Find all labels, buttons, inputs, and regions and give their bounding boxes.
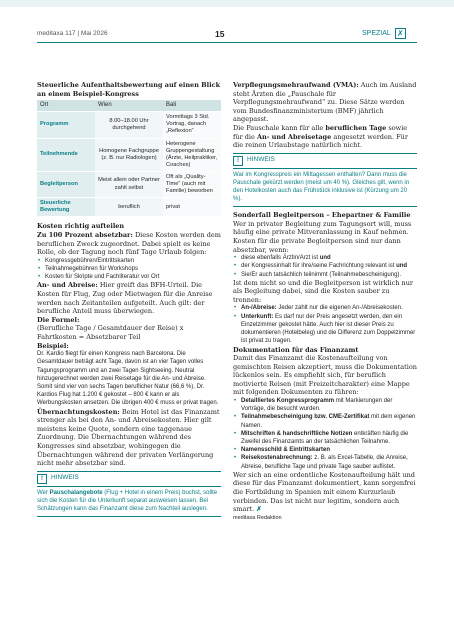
table-cell: beruflich: [95, 198, 163, 217]
heading-formula: Die Formel:: [37, 315, 80, 324]
list-item: [233, 430, 417, 446]
split-list: [233, 304, 417, 345]
item-text: mit Markierungen der Vorträge, die besucht wurden.: [241, 398, 393, 413]
paragraph-special: Wer in privater Begleitung zum Tagungsort will, muss häufig eine private Mitveranlassung in Kauf nehmen. Kosten für die private Begleitperson sind nur dann absetzbar, wenn:: [233, 219, 412, 254]
table-header-cell: Bali: [163, 100, 221, 112]
table-cell: Vormittags 3 Std. Vortrag, danach „Reflexion“: [163, 112, 221, 138]
end-x-icon: ✗: [256, 505, 262, 514]
hint-text: War im Kongresspreis ein Mittagessen enthalten? Dann muss die Pauschale gekürzt werden (meist um 40 %). Gleiches gilt, wenn in den Hotelkosten auch das Frühstück inklusive ist (Kürzung um 20 %).: [233, 171, 410, 203]
issue-label: meditaxa 117 | Mai 2026: [37, 30, 108, 37]
paragraph-docs: Damit das Finanzamt die Kostenaufteilung von gemischten Reisen akzeptiert, muss die Dokumentation lückenlos sein. Es empfiehlt sich, für beruflich motivierte Reisen (mit Freizeitcharakter) eine Mappe mit folgenden Dokumenten zu führen:: [233, 354, 417, 397]
lead-text: Zu 100 Prozent absetzbar:: [37, 231, 133, 239]
bold-text: beruflichen Tage: [325, 123, 387, 132]
row-label: Teilnehmende: [37, 138, 95, 171]
list-item: [233, 271, 417, 279]
lead-text: Verpflegungsmehraufwand (VMA):: [233, 81, 359, 89]
table-row: [37, 112, 221, 138]
body-text: angesetzt werden. Für die reinen Urlaubstage natürlich nicht.: [233, 132, 408, 150]
hint-lead: Pauschalangebote: [49, 489, 103, 496]
table-cell: Oft als „Quality-Time“ (auch mit Familie) beworben: [163, 171, 221, 197]
list-item: • Kosten für Skripte und Fachliteratur vor Ort: [37, 273, 221, 281]
right-column: [233, 81, 417, 522]
table-header-cell: Wien: [95, 100, 163, 112]
special-list: [233, 254, 417, 279]
paragraph-split: Ist dem nicht so und die Begleitperson ist wirklich nur als Begleitung dabei, sind die Kosten sauber zu trennen:: [233, 278, 413, 304]
x-box-icon: ✗: [395, 28, 406, 39]
item-lead: Detailliertes Kongressprogramm: [241, 398, 335, 405]
list-item: [233, 304, 417, 312]
item-text: mit dem eigenen Namen.: [241, 414, 416, 429]
hint-box-right: [233, 153, 417, 207]
left-column: [37, 81, 221, 521]
item-text: Sie/Er auch tatsächlich teilnimmt (Teilnahmebescheinigung).: [241, 271, 402, 278]
hint-header: [233, 156, 417, 169]
body-text: Die Pauschale kann für alle: [233, 123, 324, 132]
costs-list: [37, 257, 221, 282]
formula-text: (Berufliche Tage / Gesamtdauer der Reise) x Fahrtkosten = Absetzbarer Teil: [37, 324, 184, 341]
item-text: Es darf nur der Preis angesetzt werden, den ein Einzelzimmer gekostet hätte. Auch hier ist dieser Preis zu dokumentieren (Hotelbeleg) und die Differenz zum Doppelzimmer ist privat zu tragen.: [241, 313, 416, 345]
heading-costs: Kosten richtig aufteilen: [37, 222, 125, 231]
table-row: [37, 138, 221, 171]
heading-special: Sonderfall Begleitperson – Ehepartner & Familie: [233, 211, 411, 220]
body-text: Hier greift das BFH-Urteil. Die Kosten für Flug, Zug oder Mietwagen für die Anreise werden nach Zeitanteilen aufgeteilt. Auch gilt: der berufliche Anteil muss überwiegen.: [37, 281, 213, 316]
list-item: [233, 413, 417, 429]
hint-box-left: [37, 471, 221, 517]
hint-label: HINWEIS: [247, 156, 275, 164]
bold-text: An- und Abreisetage: [256, 132, 332, 141]
row-label: Begleitperson: [37, 171, 95, 197]
top-band: [0, 0, 454, 7]
table-title: Steuerliche Aufenthaltsbewertung auf einen Blick an einem Beispiel-Kongress: [37, 81, 221, 98]
lead-text: Übernachtungskosten:: [37, 407, 120, 416]
item-lead: Reisekostenabrechnung:: [241, 455, 313, 462]
item-text: der Kongressinhalt für ihre/seine Fachrichtung relevant ist: [241, 263, 395, 270]
hint-label: HINWEIS: [51, 474, 79, 482]
list-item: [233, 262, 417, 270]
header-rule: [37, 42, 417, 43]
item-lead: Namensschild & Eintrittskarten: [241, 447, 331, 454]
item-lead: Unterkunft:: [241, 313, 274, 320]
body-text: Beim Hotel ist das Finanzamt strenger als bei den An- und Abreisekosten. Hier gilt meistens keine Quote, sondern eine taggenaue Zuordnung. Die Übernachtungen während des Kongresses sind absetzbar, wohingegen die Übernachtungen während der privaten Verlängerung nicht mehr absetzbar sind.: [37, 407, 220, 468]
lead-text: An- und Abreise:: [37, 281, 98, 290]
signature: meditaxa Redaktion: [233, 514, 282, 521]
table-header-row: [37, 100, 221, 112]
example-text: Dr. Kardio fliegt für einen Kongress nach Barcelona. Die Gesamtdauer beträgt acht Tage, davon ist an vier Tagen volles Tagungsprogramm und an zwei Tagen Sightseeing. Neutral hinzugerechnet werden zwei Reisetage für die An- und Abreise. Somit sind vier von sechs Tagen beruflicher Natur (66,6 %). Dr. Kardios Flug hat 1.200 € gekostet – 800 € kann er als Werbungskosten ansetzen. Die übrigen 400 € muss er privat tragen.: [37, 351, 219, 407]
item-lead: Teilnahmebescheinigung bzw. CME-Zertifikat: [241, 414, 370, 421]
body-text: sowie für die: [233, 123, 408, 141]
table-cell: privat: [163, 198, 221, 217]
table-cell: Meist allein oder Partner zahlt selbst: [95, 171, 163, 197]
list-item: [233, 313, 417, 346]
paragraph-vma: [233, 81, 417, 124]
paragraph-stay: [37, 408, 221, 468]
item-text: Jeder zahlt nur die eigenen An-/Abreisekosten.: [278, 305, 403, 312]
table-row: [37, 171, 221, 197]
paragraph-travel: [37, 281, 221, 315]
paragraph-final: [233, 471, 417, 514]
item-lead: An-/Abreise:: [241, 305, 277, 312]
list-item: [233, 397, 417, 413]
table-row: [37, 198, 221, 217]
item-lead: Mitschriften & handschriftliche Notizen: [241, 430, 353, 437]
info-icon: !: [233, 156, 243, 166]
table-cell: 8.00–18.00 Uhr durchgehend: [95, 112, 163, 138]
page-number: 15: [215, 29, 225, 39]
body-text: Auch im Ausland steht Ärzten die „Pauschale für Verpflegungsmehraufwand“ zu. Diese Sätze werden vom Bundesfinanzministerium (BMF) jährlich angepasst.: [233, 81, 417, 124]
body-text: Diese Kosten werden dem beruflichen Zweck zugeordnet. Dabei spielt es keine Rolle, ob der Tagung noch fünf Tage Urlaub folgen:: [37, 231, 221, 257]
row-label: Programm: [37, 112, 95, 138]
table-cell: Homogene Fachgruppe (z. B. nur Radiologen): [95, 138, 163, 171]
hint-header: [37, 474, 221, 487]
item-tail: und: [319, 255, 331, 262]
hint-body: (Flug + Hotel in einem Preis) buchst, sollte sich die Kosten für die Unterkunft separat ausweisen lassen. Bei Schätzungen kann das Finanzamt diese zum Nachteil auslegen.: [37, 489, 218, 512]
info-icon: !: [37, 474, 47, 484]
paragraph-vma-2: [233, 124, 417, 150]
row-label: Steuerliche Bewertung: [37, 198, 95, 217]
table-cell: Heterogene Gruppengestaltung (Ärzte, Heilpraktiker, Coaches): [163, 138, 221, 171]
paragraph-costs: [37, 231, 221, 257]
list-item: [233, 454, 417, 470]
comparison-table: [37, 100, 221, 217]
list-item: • Teilnahmegebühren für Workshops: [37, 265, 221, 273]
hint-text: [37, 489, 221, 513]
docs-list: [233, 397, 417, 471]
body-text: Wer sich an eine ordentliche Kostenaufteilung hält und diese für das Finanzamt dokumentiert, kann sorgenfrei die Fortbildung in Spanien mit einem Kurzurlaub verbinden. Das ist nicht nur legitim, sondern auch smart.: [233, 470, 416, 514]
list-item: • Kongressgebühren/Eintrittskarten: [37, 257, 221, 265]
heading-example: Beispiel:: [37, 341, 69, 350]
list-item: [233, 254, 417, 262]
table-header-cell: Ort: [37, 100, 95, 112]
hint-prefix: Wer: [37, 489, 48, 496]
item-text: z. B. als Excel-Tabelle, die Anreise, Abreise, berufliche Tage und private Tage sauber auflistet.: [241, 455, 408, 470]
heading-docs: Dokumentation für das Finanzamt: [233, 345, 359, 354]
item-text: diese ebenfalls Ärztin/Arzt ist: [241, 255, 319, 262]
list-item: [233, 446, 417, 454]
section-label: [362, 28, 406, 39]
section-name: SPEZIAL: [362, 30, 391, 37]
item-text: entkräften häufig die Zweifel des Finanzamts an der tatsächlichen Teilnahme.: [241, 430, 409, 446]
item-tail: und: [396, 263, 408, 270]
